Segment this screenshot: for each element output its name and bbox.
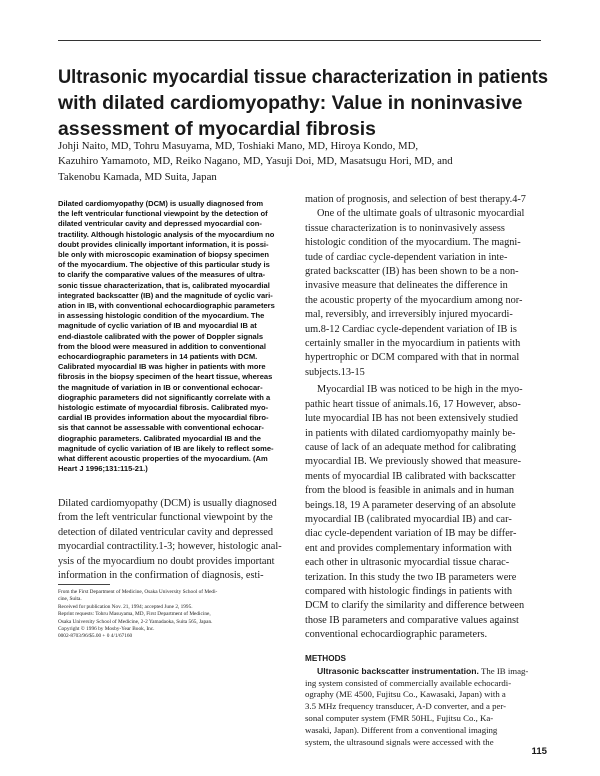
abstract-line: diographic parameters. Calibrated myocardial IB and the [58, 433, 261, 443]
body-line: ography (ME 4500, Fujitsu Co., Kawasaki, Japan) with a [305, 689, 506, 700]
footnote-line: Reprint requests: Tohru Masuyama, MD, First Department of Medicine, [58, 611, 211, 618]
body-line: subjects.13-15 [305, 366, 365, 378]
body-line: cause of lack of an adequate method for calibrating [305, 441, 516, 453]
body-line: ysis of the myocardium no doubt provides important [58, 555, 275, 567]
abstract-line: Heart J 1996;131:115-21.) [58, 464, 148, 474]
author-line: Kazuhiro Yamamoto, MD, Reiko Nagano, MD, Yasuji Doi, MD, Masatsugu Hori, MD, and [58, 155, 453, 168]
footnote-line: Copyright © 1996 by Mosby-Year Book, Inc. [58, 626, 155, 633]
abstract-line: sis that cannot be assessable with conventional echocar- [58, 423, 264, 433]
body-line: invasive measure that delineates the difference in [305, 280, 508, 292]
body-line: sonal computer system (FMR 50HL, Fujitsu Co., Ka- [305, 713, 494, 724]
methods-first-line-text: The IB imag- [480, 665, 529, 676]
body-line: from the left ventricular functional viewpoint by the [58, 512, 273, 524]
abstract-line: the magnitude of variation in IB or conventional echocar- [58, 382, 263, 392]
abstract-line: doubt provides clinically important information, it is possi- [58, 239, 269, 249]
abstract-line: fibrosis in the biopsy specimen of the heart tissue, whereas [58, 372, 273, 382]
title-line: Ultrasonic myocardial tissue characterization in patients [58, 66, 548, 88]
methods-subheading: Ultrasonic backscatter instrumentation. [317, 665, 479, 676]
body-line: Myocardial IB was noticed to be high in the myo- [317, 384, 523, 396]
body-line: each other in ultrasonic myocardial tissue charac- [305, 557, 510, 569]
abstract-line: what different acoustic properties of the myocardium. (Am [58, 454, 268, 464]
abstract-line: echocardiographic parameters in 14 patients with DCM. [58, 352, 258, 362]
intro-paragraph-continued [305, 193, 547, 380]
abstract-line: the left ventricular functional viewpoint by the detection of [58, 209, 268, 219]
body-line: Dilated cardiomyopathy (DCM) is usually diagnosed [58, 498, 277, 509]
footnote-line: 0002-8703/96/$5.00 + 0 4/1/67160 [58, 633, 133, 640]
abstract-line: to clarify the comparative values of the measures of ultra- [58, 270, 266, 280]
body-line: detection of dilated ventricular cavity and depressed [58, 526, 274, 538]
article-title [58, 64, 548, 142]
body-line: mation of prognosis, and selection of best therapy.4-7 [305, 194, 526, 205]
body-line: myocardial IB. We previously showed that measure- [305, 456, 522, 468]
abstract-line: dilated ventricular cavity and depressed myocardial con- [58, 219, 262, 229]
abstract-line: ble only with microscopic examination of biopsy specimen [58, 250, 269, 260]
body-line: information in the confirmation of diagnosis, esti- [58, 570, 264, 582]
footnotes [58, 589, 290, 641]
body-line: tude of cardiac cycle-dependent variation in inte- [305, 251, 508, 263]
body-line: ing system consisted of commercially available echocardi- [305, 677, 512, 688]
body-line: tissue characterization is to noninvasively assess [305, 222, 505, 234]
abstract-line: integrated backscatter (IB) and the magnitude of cyclic vari- [58, 290, 273, 300]
header-rule [58, 40, 541, 41]
footnote-line: cine, Suita. [58, 596, 82, 603]
right-column [305, 193, 547, 749]
body-line: from the blood is feasible in animals and in human [305, 485, 515, 497]
abstract-line: histologic estimate of myocardial fibrosis. Calibrated myo- [58, 403, 269, 413]
body-line: grated backscatter (IB) has been shown to be a non- [305, 266, 519, 278]
title-line: assessment of myocardial fibrosis [58, 118, 376, 140]
abstract-line: magnitude of cyclic variation of IB and myocardial IB at [58, 321, 257, 331]
body-line: diac cycle-dependent variation of IB may be differ- [305, 528, 517, 540]
intro-paragraph-left [58, 497, 290, 583]
abstract-line: from the blood were measured in addition to conventional [58, 341, 266, 351]
body-line: 3.5 MHz frequency transducer, A-D converter, and a per- [305, 701, 507, 712]
body-line: lute myocardial IB has not been extensively studied [305, 413, 519, 425]
author-line: Johji Naito, MD, Tohru Masuyama, MD, Toshiaki Mano, MD, Hiroya Kondo, MD, [58, 140, 419, 152]
body-line: conventional echocardiographic parameters. [305, 629, 488, 641]
title-line: with dilated cardiomyopathy: Value in noninvasive [58, 92, 523, 114]
body-line: compared with histologic findings in patients with [305, 585, 513, 597]
author-line: Takenobu Kamada, MD Suita, Japan [58, 170, 217, 183]
abstract [58, 199, 288, 474]
abstract-line: cardial IB provides information about the myocardial fibro- [58, 413, 269, 423]
footnote-line: From the First Department of Medicine, Osaka University School of Medi- [58, 589, 218, 595]
body-line: One of the ultimate goals of ultrasonic myocardial [317, 208, 525, 220]
body-line: histologic condition of the myocardium. The magni- [305, 237, 521, 249]
body-line: ent and provides complementary information with [305, 542, 512, 554]
body-line: myocardial IB (calibrated myocardial IB) and car- [305, 513, 512, 525]
body-line: terization. In this study the two IB parameters were [305, 571, 517, 583]
methods-paragraph [305, 666, 547, 749]
footnote-rule [58, 584, 110, 585]
methods-first-line [305, 666, 547, 678]
body-line: DCM to clarify the similarity and difference between [305, 600, 525, 612]
abstract-line: in assessing histologic condition of the myocardium. The [58, 311, 265, 321]
body-line: myocardial contractility.1-3; however, histologic anal- [58, 541, 282, 553]
body-line: the acoustic property of the myocardium among nor- [305, 294, 523, 306]
body-line: certainly smaller in the myocardium in patients with [305, 338, 521, 350]
body-line: those IB parameters and comparative values against [305, 614, 519, 626]
abstract-line: sonic tissue characterization, that is, calibrated myocardial [58, 280, 270, 290]
body-line: beings.18, 19 A parameter deserving of an absolute [305, 499, 516, 511]
body-line: ments of myocardial IB calibrated with backscatter [305, 470, 516, 482]
intro-paragraph-2 [305, 383, 547, 642]
body-line: um.8-12 Cardiac cycle-dependent variation of IB is [305, 323, 517, 335]
body-line: in patients with dilated cardiomyopathy mainly be- [305, 427, 516, 439]
body-line: wasaki, Japan). Different from a conventional imaging [305, 725, 498, 736]
page-number: 115 [531, 746, 547, 757]
abstract-line: diographic parameters did not significantly correlate with a [58, 392, 271, 402]
body-line: system, the ultrasound signals were accessed with the [305, 737, 494, 748]
body-line: hypertrophic or DCM compared with that in normal [305, 352, 520, 364]
abstract-line: Dilated cardiomyopathy (DCM) is usually diagnosed from [58, 199, 264, 208]
body-line: pathic heart tissue of animals.16, 17 However, abso- [305, 398, 521, 410]
methods-heading: METHODS [305, 653, 346, 663]
abstract-line: tractility. Although histologic analysis of the myocardium no [58, 229, 275, 239]
abstract-line: of the myocardium. The objective of this particular study is [58, 260, 270, 270]
body-line: mal, reversibly, and irreversibly injured myocardi- [305, 309, 513, 321]
abstract-line: Calibrated myocardial IB was higher in patients with more [58, 362, 266, 372]
abstract-line: end-diastole calibrated with the power of Doppler signals [58, 331, 264, 341]
footnote-line: Received for publication Nov. 21, 1994; accepted June 2, 1995. [58, 603, 193, 610]
abstract-line: magnitude of cyclic variation of IB are likely to reflect some- [58, 443, 274, 453]
author-list [58, 139, 548, 185]
footnote-line: Osaka University School of Medicine, 2-2 Yamadaoka, Suita 565, Japan. [58, 618, 213, 625]
abstract-line: ation in IB, with conventional echocardiographic parameters [58, 301, 275, 311]
